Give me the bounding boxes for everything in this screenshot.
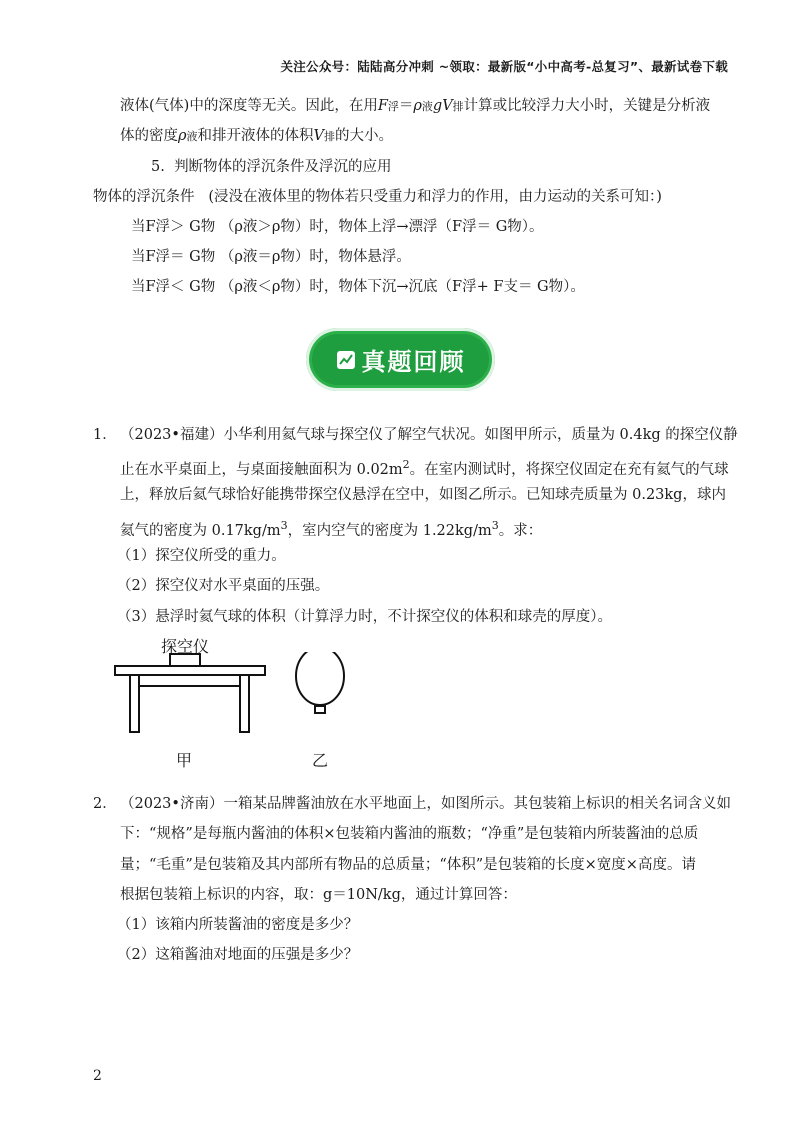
balloon-body (296, 652, 344, 705)
question-1-line-2: 止在水平桌面上，与桌面接触面积为 $0.02m^2$。在室内测试时，将探空仪固定在充有氦气的气球 (120, 458, 729, 478)
table-with-instrument-figure (115, 654, 265, 732)
question-1-sub-2: （2）探空仪对水平桌面的压强。 (117, 578, 330, 594)
section-badge (306, 328, 495, 391)
table-leg-left (130, 675, 139, 732)
page-header: 关注公众号：陆陆高分冲刺 ~领取：最新版“小中高考-总复习”、最新试卷下载 (280, 59, 728, 74)
question-1-line-4: 氦气的密度为 $0.17kg/m^3$，室内空气的密度为 $1.22kg/m^3$。求： (120, 519, 543, 539)
section-badge-inner (312, 334, 489, 385)
question-1-line-3: 上，释放后氦气球恰好能携带探空仪悬浮在空中，如图乙所示。已知球壳质量为 0.23kg，球内 (120, 487, 726, 503)
question-2-sub-1: （1）该箱内所装酱油的密度是多少？ (117, 917, 359, 933)
balloon-figure (296, 652, 344, 713)
question-2-line-4: 根据包装箱上标识的内容，取：g＝10N/kg，通过计算回答： (120, 887, 517, 903)
intro-line-2: 体的密度ρ液和排开液体的体积V排的大小。 (120, 128, 394, 144)
question-2-sub-2: （2）这箱酱油对地面的压强是多少？ (117, 947, 359, 963)
question-2-line-2: 下：“规格”是每瓶内酱油的体积×包装箱内酱油的瓶数；“净重”是包装箱内所装酱油的总质 (120, 826, 699, 842)
figure-b-label: 乙 (312, 751, 329, 770)
figure-table-balloon (110, 652, 360, 742)
question-1-sub-1: （1）探空仪所受的重力。 (117, 548, 286, 564)
balloon-instrument (315, 706, 325, 713)
table-leg-right (240, 675, 249, 732)
instrument-label: 探空仪 (161, 637, 210, 656)
section-5-subtitle: 物体的浮沉条件 (浸没在液体里的物体若只受重力和浮力的作用，由力运动的关系可知：) (93, 189, 662, 205)
question-1-number: 1． (93, 427, 117, 443)
section-5-heading: 5. 判断物体的浮沉条件及浮沉的应用 (151, 159, 392, 175)
section-badge-label: 真题回顾 (361, 348, 466, 376)
condition-sink: 当F浮＜ G物 （ρ液＜ρ物）时，物体下沉→沉底（F浮+ F支＝ G物）。 (131, 279, 585, 295)
instrument-box (170, 654, 200, 666)
figure-a-label: 甲 (176, 751, 193, 770)
question-2-line-1: （2023•济南）一箱某品牌酱油放在水平地面上，如图所示。其包装箱上标识的相关名词含义如 (120, 796, 731, 812)
page-number: 2 (93, 1068, 102, 1084)
question-1-line-1: （2023•福建）小华利用氦气球与探空仪了解空气状况。如图甲所示，质量为 0.4kg 的探空仪静 (120, 427, 738, 443)
table-top (115, 666, 265, 675)
condition-float: 当F浮＞ G物 （ρ液＞ρ物）时，物体上浮→漂浮（F浮＝ G物）。 (131, 219, 544, 235)
condition-suspend: 当F浮＝ G物 （ρ液＝ρ物）时，物体悬浮。 (131, 249, 411, 265)
question-2-number: 2． (93, 796, 117, 812)
question-1-sub-3: （3）悬浮时氦气球的体积（计算浮力时，不计探空仪的体积和球壳的厚度）。 (117, 609, 612, 625)
question-2-line-3: 量；“毛重”是包装箱及其内部所有物品的总质量；“体积”是包装箱的长度×宽度×高度。请 (120, 857, 696, 873)
intro-line-1: 液体(气体)中的深度等无关。因此，在用F浮＝ρ液gV排计算或比较浮力大小时，关键是分析液 (120, 98, 711, 114)
chart-icon (336, 350, 356, 370)
